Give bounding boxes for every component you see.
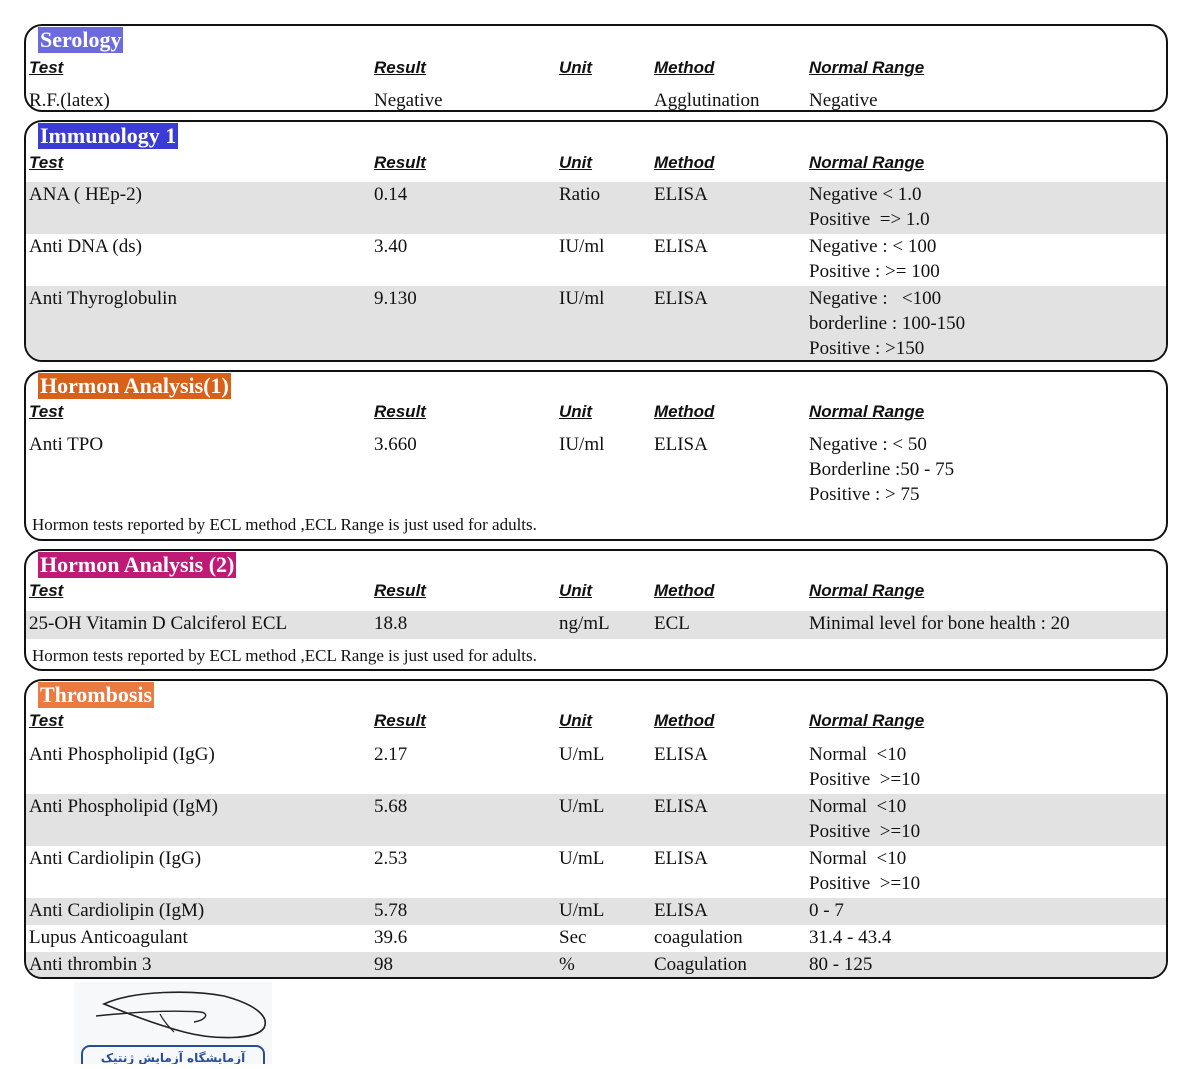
table-row	[26, 925, 1166, 952]
column-unit: Unit	[559, 58, 593, 77]
cell-result: 9.130	[374, 288, 417, 309]
column-result: Result	[374, 153, 426, 172]
section-title: Immunology 1	[40, 123, 177, 148]
cell-unit: IU/ml	[559, 288, 605, 309]
column-result: Result	[374, 402, 426, 421]
cell-test: Anti Thyroglobulin	[29, 288, 177, 309]
cell-test: Anti Phospholipid (IgG)	[29, 744, 215, 765]
table-header	[26, 710, 1166, 732]
hormon-analysis-2-section	[24, 549, 1168, 671]
cell-unit: ng/mL	[559, 613, 610, 634]
cell-result: 3.660	[374, 434, 417, 455]
table-header	[26, 580, 1166, 602]
table-row	[26, 432, 1166, 508]
table-row	[26, 846, 1166, 898]
cell-normal-range: Normal <10 Positive >=10	[809, 744, 921, 790]
cell-method: ELISA	[654, 744, 708, 765]
cell-result: 2.53	[374, 848, 408, 869]
cell-unit: Ratio	[559, 184, 601, 205]
cell-test: Anti TPO	[29, 434, 104, 455]
cell-unit: U/mL	[559, 796, 605, 817]
cell-result: 0.14	[374, 184, 408, 205]
cell-normal-range: 0 - 7	[809, 900, 844, 921]
cell-test: Anti thrombin 3	[29, 954, 152, 975]
column-normal-range: Normal Range	[809, 581, 925, 600]
column-unit: Unit	[559, 402, 593, 421]
cell-normal-range: Negative	[809, 90, 878, 111]
column-normal-range: Normal Range	[809, 58, 925, 77]
cell-method: ELISA	[654, 434, 708, 455]
table-row	[26, 182, 1166, 234]
column-method: Method	[654, 58, 715, 77]
hormon-analysis-1-section	[24, 370, 1168, 541]
column-test: Test	[29, 58, 64, 77]
cell-normal-range: 80 - 125	[809, 954, 873, 975]
column-unit: Unit	[559, 581, 593, 600]
cell-unit: %	[559, 954, 575, 975]
table-row	[26, 611, 1166, 639]
table-row	[26, 286, 1166, 362]
cell-unit: U/mL	[559, 900, 605, 921]
cell-unit: Sec	[559, 927, 587, 948]
cell-test: Anti DNA (ds)	[29, 236, 142, 257]
serology-section	[24, 24, 1168, 112]
column-normal-range: Normal Range	[809, 402, 925, 421]
cell-test: Anti Cardiolipin (IgM)	[29, 900, 205, 921]
cell-test: ANA ( HEp-2)	[29, 184, 142, 205]
column-unit: Unit	[559, 153, 593, 172]
thrombosis-section	[24, 679, 1168, 979]
cell-result: 5.68	[374, 796, 408, 817]
footnote: Hormon tests reported by ECL method ,ECL Range is just used for adults.	[32, 646, 537, 665]
column-result: Result	[374, 581, 426, 600]
table-row	[26, 234, 1166, 286]
section-title: Serology	[40, 27, 122, 52]
immunology-section	[24, 120, 1168, 362]
cell-unit: IU/ml	[559, 434, 605, 455]
column-method: Method	[654, 581, 715, 600]
cell-test: Lupus Anticoagulant	[29, 927, 188, 948]
cell-test: R.F.(latex)	[29, 90, 110, 111]
column-normal-range: Normal Range	[809, 153, 925, 172]
cell-method: ELISA	[654, 900, 708, 921]
table-header	[26, 401, 1166, 423]
cell-normal-range: Negative < 1.0 Positive => 1.0	[809, 184, 930, 230]
column-result: Result	[374, 58, 426, 77]
section-title: Hormon Analysis(1)	[40, 373, 229, 398]
cell-method: Coagulation	[654, 954, 747, 975]
cell-method: ELISA	[654, 796, 708, 817]
cell-test: Anti Phospholipid (IgM)	[29, 796, 218, 817]
cell-method: ELISA	[654, 288, 708, 309]
svg-text:آزمایشگاه آزمایش ژنتیک: آزمایشگاه آزمایش ژنتیک	[100, 1051, 246, 1064]
cell-normal-range: Normal <10 Positive >=10	[809, 848, 921, 894]
table-row	[26, 88, 1166, 112]
section-title: Thrombosis	[40, 682, 153, 707]
column-test: Test	[29, 402, 64, 421]
cell-method: ELISA	[654, 236, 708, 257]
cell-result: 18.8	[374, 613, 408, 634]
cell-result: 98	[374, 954, 393, 975]
cell-method: ELISA	[654, 184, 708, 205]
cell-unit: U/mL	[559, 744, 605, 765]
cell-method: ECL	[654, 613, 690, 634]
cell-method: Agglutination	[654, 90, 760, 111]
cell-normal-range: Negative : < 100 Positive : >= 100	[809, 236, 940, 282]
cell-normal-range: Negative : < 50 Borderline :50 - 75 Positive : > 75	[809, 434, 955, 505]
table-header	[26, 152, 1166, 174]
signature-icon	[74, 982, 272, 1064]
table-row	[26, 952, 1166, 979]
cell-unit: IU/ml	[559, 236, 605, 257]
cell-result: 39.6	[374, 927, 408, 948]
cell-result: 5.78	[374, 900, 408, 921]
table-row	[26, 898, 1166, 925]
cell-test: 25-OH Vitamin D Calciferol ECL	[29, 613, 288, 634]
table-row	[26, 794, 1166, 846]
column-method: Method	[654, 402, 715, 421]
column-unit: Unit	[559, 711, 593, 730]
cell-normal-range: Minimal level for bone health : 20	[809, 613, 1070, 634]
column-method: Method	[654, 153, 715, 172]
column-result: Result	[374, 711, 426, 730]
column-test: Test	[29, 153, 64, 172]
cell-method: ELISA	[654, 848, 708, 869]
column-method: Method	[654, 711, 715, 730]
cell-normal-range: Normal <10 Positive >=10	[809, 796, 921, 842]
section-title: Hormon Analysis (2)	[40, 552, 235, 577]
cell-result: Negative	[374, 90, 443, 111]
signature-stamp	[74, 982, 272, 1064]
table-header	[26, 57, 1166, 79]
cell-result: 2.17	[374, 744, 408, 765]
table-row	[26, 742, 1166, 794]
footnote: Hormon tests reported by ECL method ,ECL Range is just used for adults.	[32, 515, 537, 534]
cell-normal-range: Negative : <100 borderline : 100-150 Positive : >150	[809, 288, 966, 359]
cell-result: 3.40	[374, 236, 408, 257]
column-test: Test	[29, 711, 64, 730]
cell-unit: U/mL	[559, 848, 605, 869]
column-normal-range: Normal Range	[809, 711, 925, 730]
column-test: Test	[29, 581, 64, 600]
cell-normal-range: 31.4 - 43.4	[809, 927, 892, 948]
cell-method: coagulation	[654, 927, 743, 948]
cell-test: Anti Cardiolipin (IgG)	[29, 848, 202, 869]
